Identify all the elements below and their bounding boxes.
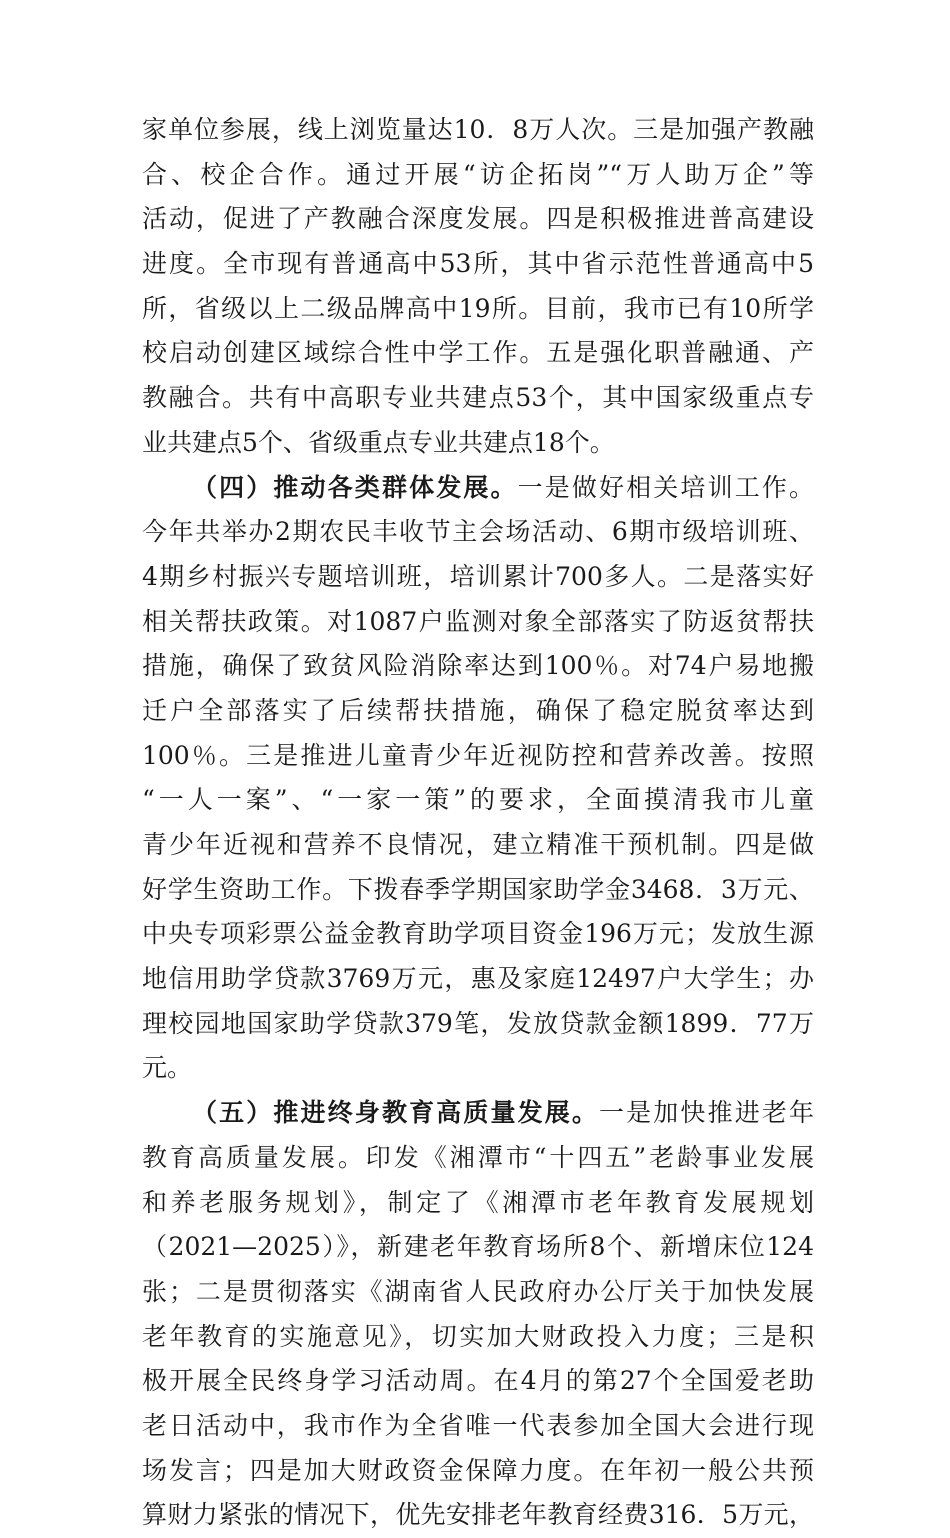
paragraph-line: 理校园地国家助学贷款379笔，发放贷款金额1899．77万 <box>142 1008 814 1038</box>
paragraph-line: 元。 <box>142 1053 193 1083</box>
section-4-first-line <box>142 466 814 511</box>
paragraph-line: 和养老服务规划》，制定了《湘潭市老年教育发展规划 <box>142 1187 814 1217</box>
paragraph-line: 相关帮扶政策。对1087户监测对象全部落实了防返贫帮扶 <box>142 606 814 636</box>
paragraph-line: 好学生资助工作。下拨春季学期国家助学金3468．3万元、 <box>142 874 814 904</box>
paragraph-line: 算财力紧张的情况下，优先安排老年教育经费316．5万元， <box>142 1500 814 1530</box>
paragraph-line: 措施，确保了致贫风险消除率达到100％。对74户易地搬 <box>142 651 814 681</box>
paragraph-line: 今年共举办2期农民丰收节主会场活动、6期市级培训班、 <box>142 517 814 547</box>
paragraph-line: 进度。全市现有普通高中53所，其中省示范性普通高中5 <box>142 249 814 279</box>
paragraph-line: 100％。三是推进儿童青少年近视防控和营养改善。按照 <box>142 740 814 770</box>
paragraph-line: 合、校企合作。通过开展“访企拓岗”“万人助万企”等 <box>142 159 814 189</box>
section-5-first-line <box>142 1091 814 1136</box>
paragraph-line: 迁户全部落实了后续帮扶措施，确保了稳定脱贫率达到 <box>142 695 814 725</box>
section-4-intro-text: 一是做好相关培训工作。 <box>517 472 814 502</box>
paragraph-line: 地信用助学贷款3769万元，惠及家庭12497户大学生；办 <box>142 964 814 994</box>
paragraph-line: 老年教育的实施意见》，切实加大财政投入力度；三是积 <box>142 1321 814 1351</box>
paragraph-line: 老日活动中，我市作为全省唯一代表参加全国大会进行现 <box>142 1410 814 1440</box>
paragraph-line: （2021—2025）》，新建老年教育场所8个、新增床位124 <box>142 1232 814 1262</box>
paragraph-line: 校启动创建区域综合性中学工作。五是强化职普融通、产 <box>142 338 814 368</box>
document-body <box>142 108 814 1538</box>
section-5-intro-text: 一是加快推进老年 <box>599 1098 814 1128</box>
paragraph-line: 场发言；四是加大财政资金保障力度。在年初一般公共预 <box>142 1455 814 1485</box>
paragraph-line: 活动，促进了产教融合深度发展。四是积极推进普高建设 <box>142 204 814 234</box>
section-4-heading: （四）推动各类群体发展。 <box>192 472 518 502</box>
paragraph-line: 所，省级以上二级品牌高中19所。目前，我市已有10所学 <box>142 293 814 323</box>
paragraph-line: 家单位参展，线上浏览量达10．8万人次。三是加强产教融 <box>142 115 814 144</box>
paragraph-line: “一人一案”、“一家一策”的要求，全面摸清我市儿童 <box>142 785 814 815</box>
paragraph-line: 极开展全民终身学习活动周。在4月的第27个全国爱老助 <box>142 1366 814 1396</box>
section-5-heading: （五）推进终身教育高质量发展。 <box>192 1098 600 1128</box>
paragraph-line: 业共建点5个、省级重点专业共建点18个。 <box>142 427 615 457</box>
paragraph-line: 教育高质量发展。印发《湘潭市“十四五”老龄事业发展 <box>142 1142 814 1172</box>
paragraph-line: 教融合。共有中高职专业共建点53个，其中国家级重点专 <box>142 383 814 413</box>
paragraph-line: 4期乡村振兴专题培训班，培训累计700多人。二是落实好 <box>142 561 814 591</box>
paragraph-line: 张；二是贯彻落实《湖南省人民政府办公厅关于加快发展 <box>142 1276 814 1306</box>
paragraph-line: 青少年近视和营养不良情况，建立精准干预机制。四是做 <box>142 830 814 859</box>
paragraph-line: 中央专项彩票公益金教育助学项目资金196万元；发放生源 <box>142 919 814 949</box>
